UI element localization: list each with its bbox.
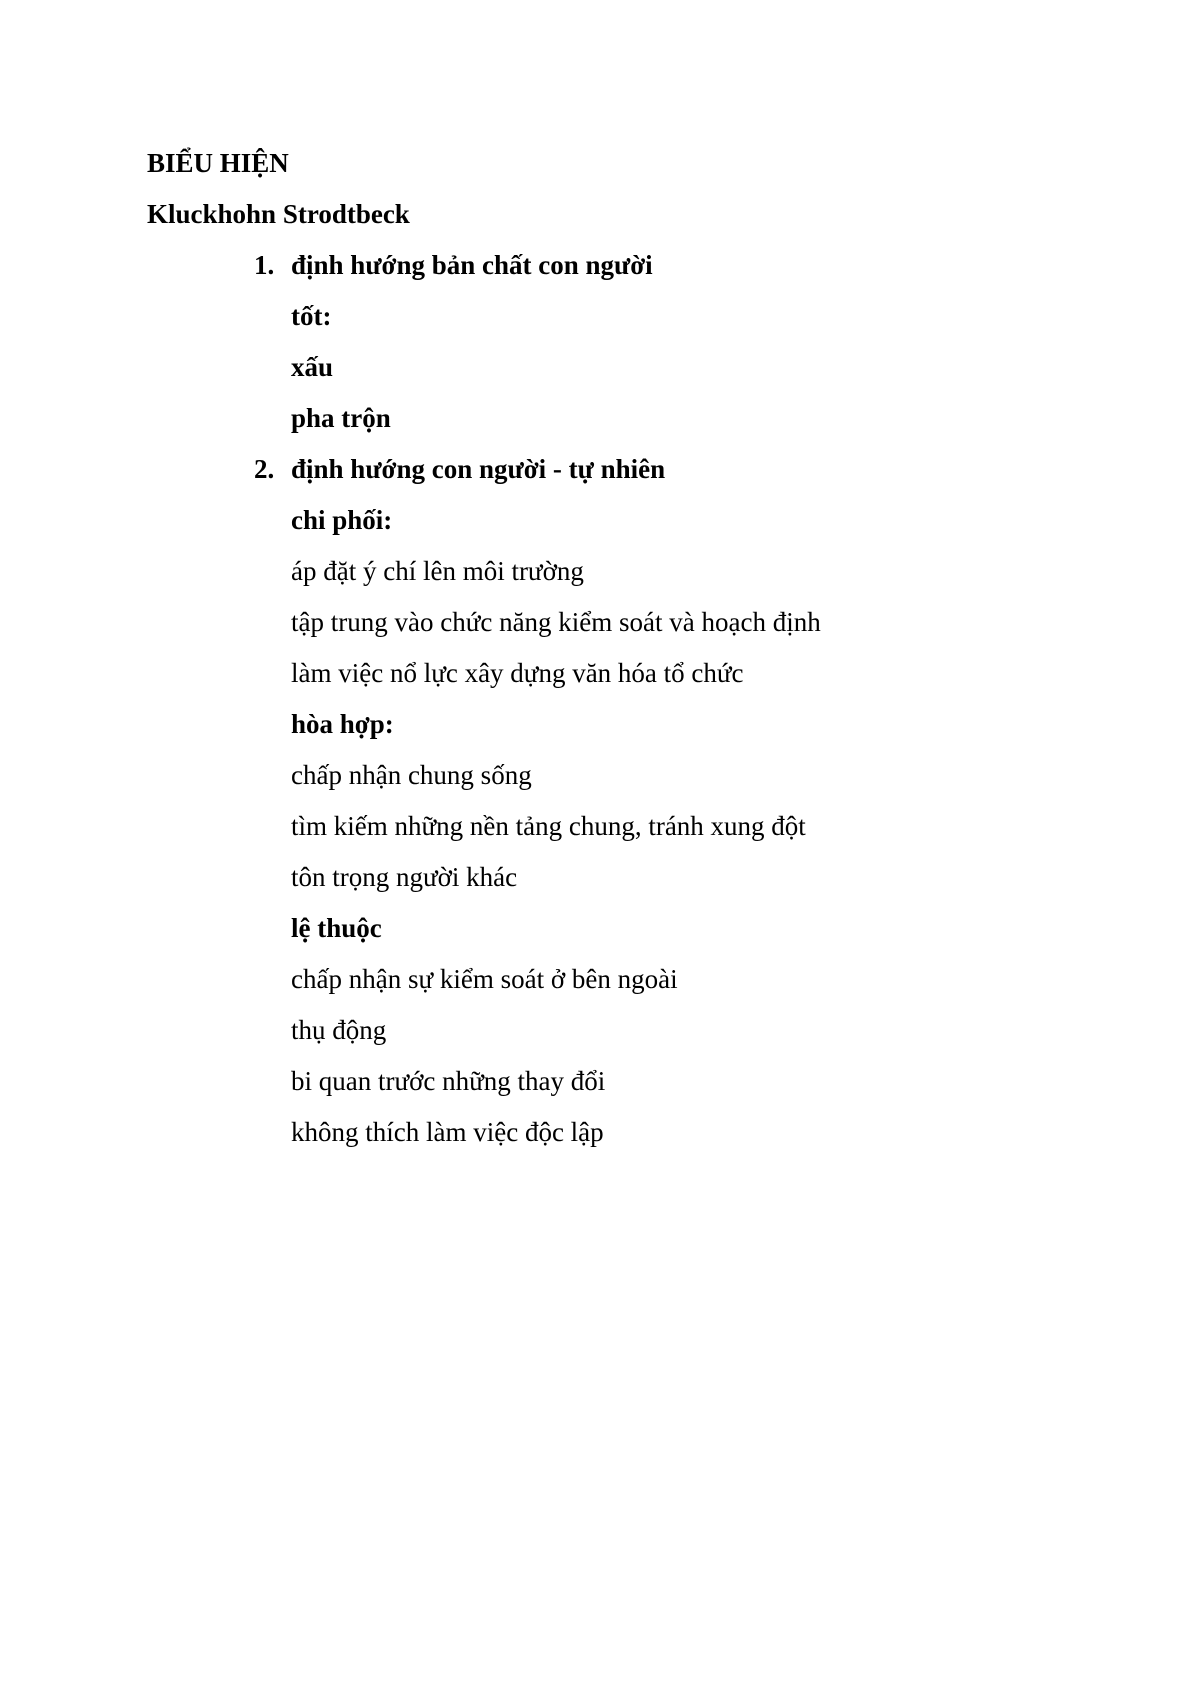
group-label: hòa hợp: [291, 709, 394, 739]
list-item: xấu [291, 352, 334, 382]
section-number: 2. [254, 454, 275, 484]
list-item: bi quan trước những thay đổi [291, 1066, 606, 1096]
section-heading: định hướng bản chất con người [291, 250, 653, 280]
list-item: tôn trọng người khác [291, 862, 518, 892]
list-item: thụ động [291, 1015, 387, 1045]
document-title: BIỂU HIỆN [147, 148, 289, 178]
list-item: làm việc nổ lực xây dựng văn hóa tổ chức [291, 658, 744, 688]
section-number: 1. [254, 250, 275, 280]
list-item: áp đặt ý chí lên môi trường [291, 556, 584, 586]
group-label: lệ thuộc [291, 913, 382, 943]
list-item: pha trộn [291, 403, 391, 433]
list-item: tập trung vào chức năng kiểm soát và hoạch định [291, 607, 821, 637]
list-item: chấp nhận chung sống [291, 760, 532, 790]
document-subtitle: Kluckhohn Strodtbeck [147, 199, 410, 229]
list-item: không thích làm việc độc lập [291, 1117, 604, 1147]
list-item: tốt: [291, 301, 332, 331]
section-heading: định hướng con người - tự nhiên [291, 454, 666, 484]
group-label: chi phối: [291, 505, 393, 535]
list-item: tìm kiếm những nền tảng chung, tránh xung đột [291, 811, 806, 841]
list-item: chấp nhận sự kiểm soát ở bên ngoài [291, 964, 678, 994]
